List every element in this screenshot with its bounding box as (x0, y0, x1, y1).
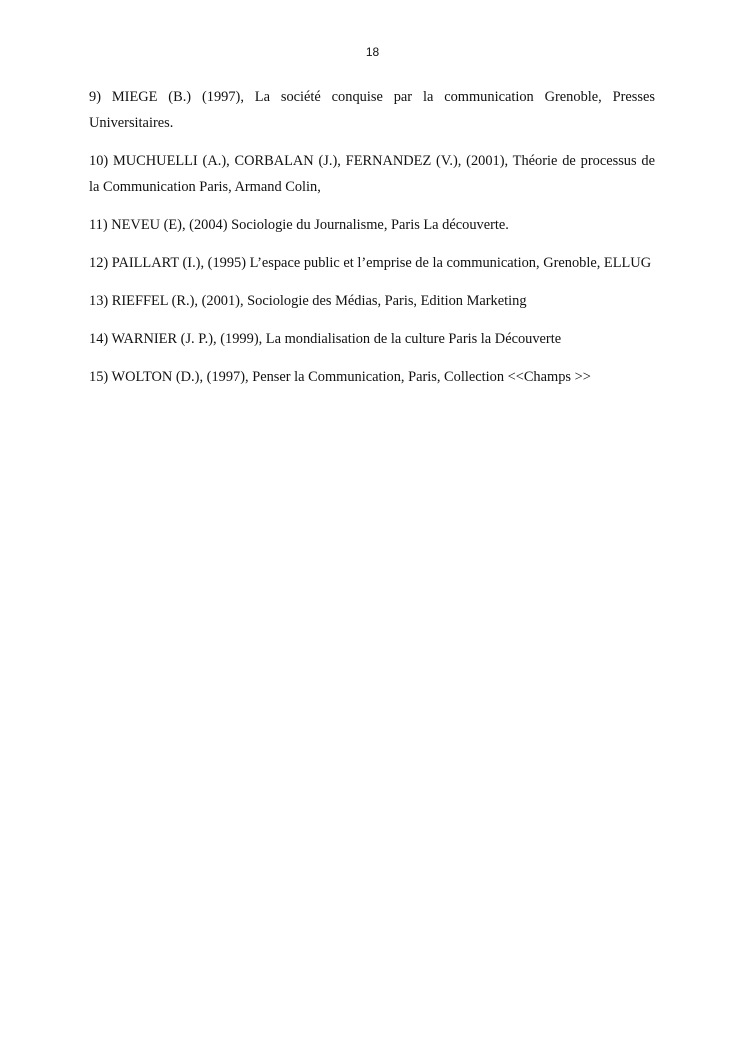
reference-item: 10) MUCHUELLI (A.), CORBALAN (J.), FERNANDEZ (V.), (2001), Théorie de processus de la Communication Paris, Armand Colin, (89, 153, 655, 195)
reference-item: 11) NEVEU (E), (2004) Sociologie du Journalisme, Paris La découverte. (89, 217, 509, 233)
reference-list (89, 84, 655, 402)
page-number: 18 (365, 45, 380, 59)
reference-item: 13) RIEFFEL (R.), (2001), Sociologie des Médias, Paris, Edition Marketing (89, 293, 527, 309)
reference-item: 12) PAILLART (I.), (1995) L’espace public et l’emprise de la communication, Grenoble, ELLUG (89, 255, 652, 271)
reference-item: 15) WOLTON (D.), (1997), Penser la Communication, Paris, Collection <<Champs >> (89, 369, 591, 385)
reference-item: 14) WARNIER (J. P.), (1999), La mondialisation de la culture Paris la Découverte (89, 331, 562, 347)
reference-item: 9) MIEGE (B.) (1997), La société conquise par la communication Grenoble, Presses Universitaires. (89, 89, 655, 131)
